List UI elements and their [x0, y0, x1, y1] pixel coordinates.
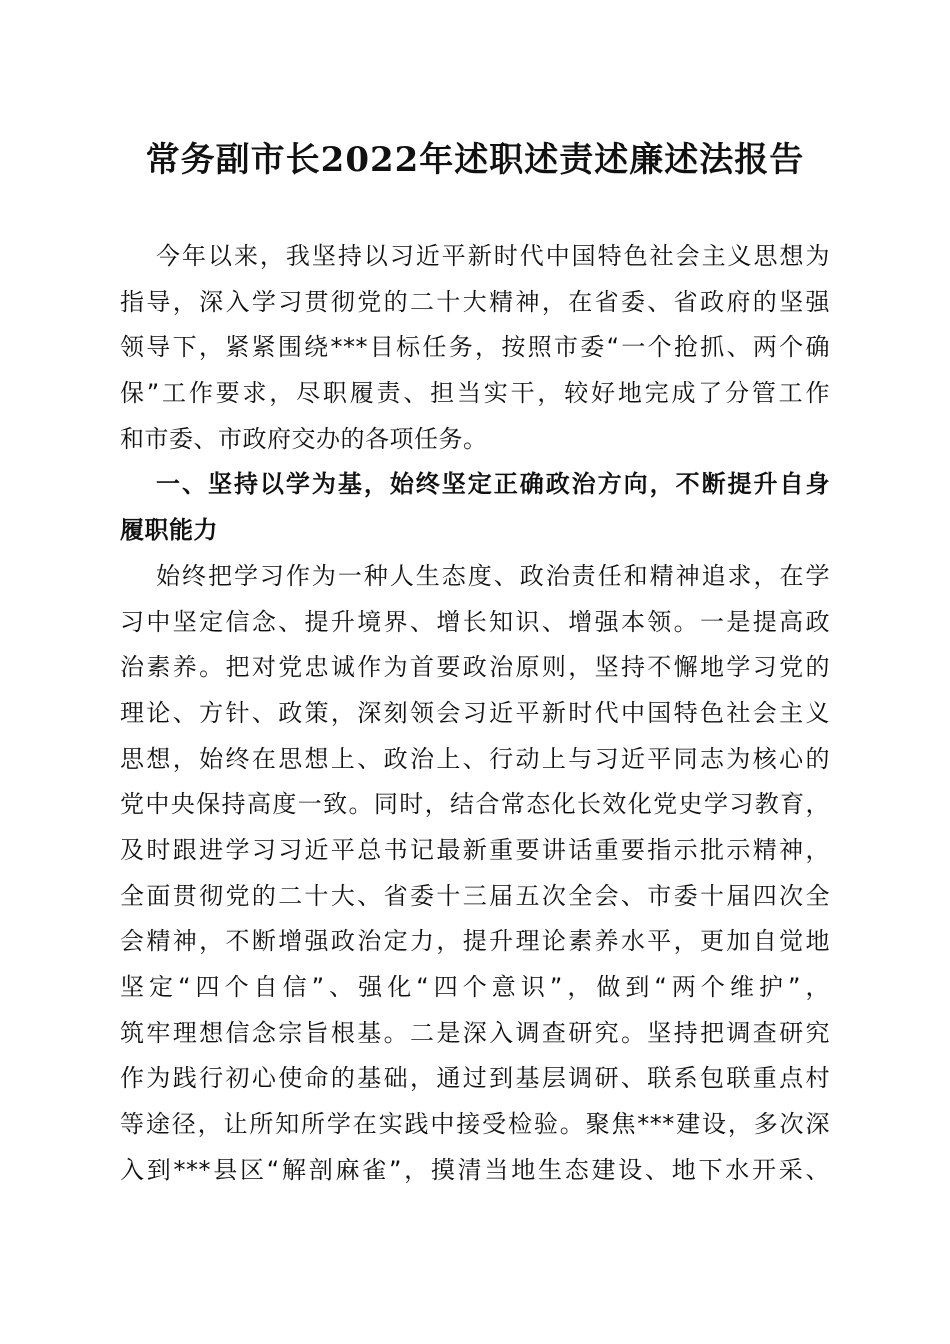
paragraph-body-line: 党中央保持高度一致。同时，结合常态化长效化党史学习教育， [120, 790, 830, 819]
paragraph-body-line: 会精神，不断增强政治定力，提升理论素养水平，更加自觉地 [120, 927, 830, 956]
paragraph-body-line: 始终把学习作为一种人生态度、政治责任和精神追求，在学 [156, 561, 830, 590]
paragraph-body-line: 筑牢理想信念宗旨根基。二是深入调查研究。坚持把调查研究 [120, 1018, 830, 1047]
paragraph-intro-line: 和市委、市政府交办的各项任务。 [120, 424, 488, 453]
paragraph-body-line: 作为践行初心使命的基础，通过到基层调研、联系包联重点村 [120, 1064, 830, 1093]
section-heading-line: 履职能力 [120, 516, 218, 545]
paragraph-intro-line: 领导下，紧紧围绕***目标任务，按照市委“一个抢抓、两个确 [120, 333, 830, 362]
paragraph-intro-line: 保”工作要求，尽职履责、担当实干，较好地完成了分管工作 [120, 379, 830, 408]
paragraph-body-line: 全面贯彻党的二十大、省委十三届五次全会、市委十届四次全 [120, 881, 830, 910]
paragraph-body-line: 思想，始终在思想上、政治上、行动上与习近平同志为核心的 [120, 744, 830, 773]
section-heading-line: 一、坚持以学为基，始终坚定正确政治方向，不断提升自身 [156, 470, 830, 499]
paragraph-body-line: 坚定“四个自信”、强化“四个意识”，做到“两个维护”， [120, 973, 830, 1001]
paragraph-intro-line: 今年以来，我坚持以习近平新时代中国特色社会主义思想为 [156, 242, 830, 270]
paragraph-body-line: 治素养。把对党忠诚作为首要政治原则，坚持不懈地学习党的 [120, 653, 830, 682]
paragraph-body-line: 入到***县区“解剖麻雀”，摸清当地生态建设、地下水开采、 [120, 1155, 830, 1184]
paragraph-intro-line: 指导，深入学习贯彻党的二十大精神，在省委、省政府的坚强 [120, 287, 830, 316]
paragraph-body-line: 理论、方针、政策，深刻领会习近平新时代中国特色社会主义 [120, 698, 830, 727]
paragraph-body-line: 及时跟进学习习近平总书记最新重要讲话重要指示批示精神， [120, 835, 830, 864]
paragraph-body-line: 习中坚定信念、提升境界、增长知识、增强本领。一是提高政 [120, 607, 830, 636]
document-title: 常务副市长2022年述职述责述廉述法报告 [145, 140, 805, 180]
paragraph-body-line: 等途径，让所知所学在实践中接受检验。聚焦***建设，多次深 [120, 1110, 830, 1139]
document-body [120, 234, 830, 1193]
